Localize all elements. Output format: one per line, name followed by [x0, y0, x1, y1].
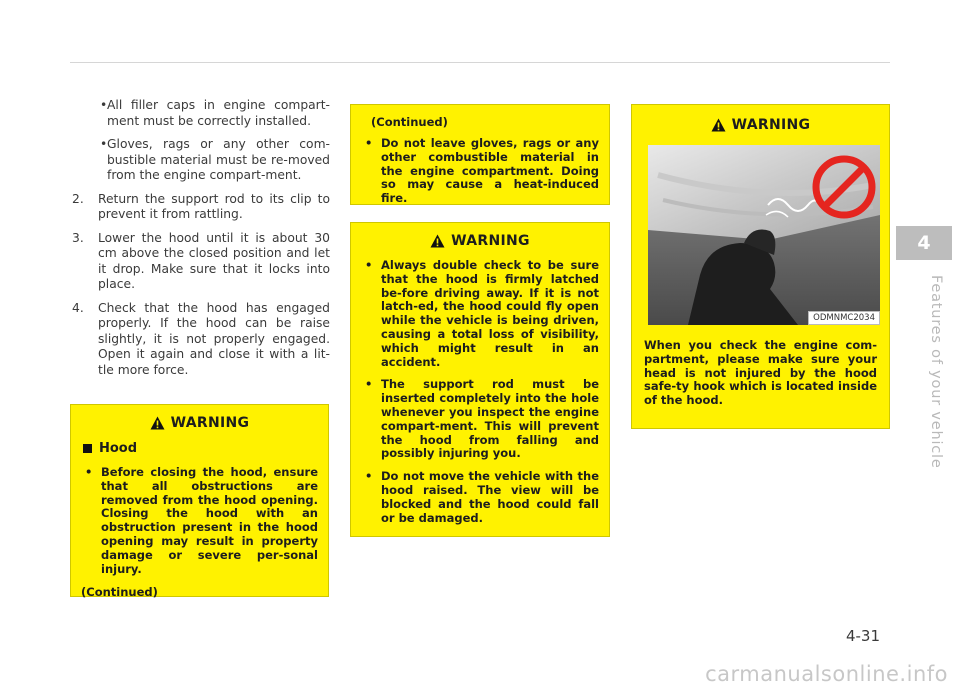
square-bullet-icon [83, 444, 92, 453]
warning-header: WARNING [642, 117, 879, 133]
watermark: carmanualsonline.info [705, 662, 948, 686]
figure-code: ODMNMC2034 [808, 311, 880, 325]
chapter-tab[interactable]: 4 [896, 226, 952, 260]
warning-bullet: • Do not leave gloves, rags or any other combustible material in the engine compartment. Doing so may cause a heat-induced fire. [365, 136, 599, 206]
warning-triangle-icon [150, 416, 165, 430]
hood-safety-illustration [648, 145, 880, 325]
sub-bullet: • Gloves, rags or any other com-bustible material must be re-moved from the engine compart-ment. [100, 137, 330, 182]
warning-bullet: • Always double check to be sure that the hood is firmly latched be-fore driving away. If it is not latch-ed, the hood could fly open while the vehicle is being driven, causing a total loss of visibility, which might result in an accident. [365, 258, 599, 369]
warning-subheading: Hood [83, 441, 318, 456]
sub-bullet: • All filler caps in engine compart-ment must be correctly installed. [100, 98, 330, 128]
hood-head-illustration [648, 145, 880, 325]
page-number: 4-31 [845, 627, 880, 645]
warning-bullet: • The support rod must be inserted completely into the hole whenever you inspect the engine compart-ment. This will prevent the hood from falling and possibly injuring you. [365, 377, 599, 461]
warning-bullet: • Before closing the hood, ensure that all obstructions are removed from the hood opening. Closing the hood with an obstruction present in the hood opening may result in property damage or severe per-sonal injury. [85, 465, 318, 576]
continued-label: (Continued) [81, 585, 158, 600]
chapter-title: Features of your vehicle [928, 275, 944, 469]
warning-header: WARNING [81, 415, 318, 431]
warning-box-continued [350, 104, 610, 205]
warning-box-hood [70, 404, 329, 600]
warning-triangle-icon [711, 118, 726, 132]
warning-box-safety-hook [631, 104, 890, 429]
warning-header: WARNING [361, 233, 599, 249]
warning-paragraph: When you check the engine com-partment, please make sure your head is not injured by the hood safe-ty hook which is located inside of the hood. [644, 338, 877, 408]
continued-label: (Continued) [371, 115, 448, 129]
top-divider [70, 62, 890, 63]
step-item: 4. Check that the hood has engaged properly. If the hood can be raise slightly, it is not properly engaged. Open it again and close it with a lit-tle more force. [72, 300, 330, 377]
warning-box-support-rod [350, 222, 610, 537]
warning-bullet: • Do not move the vehicle with the hood raised. The view will be blocked and the hood could fall or be damaged. [365, 469, 599, 525]
step-item: 2. Return the support rod to its clip to prevent it from rattling. [72, 191, 330, 221]
step-item: 3. Lower the hood until it is about 30 cm above the closed position and let it drop. Make sure that it locks into place. [72, 230, 330, 291]
warning-triangle-icon [430, 234, 445, 248]
left-column [72, 98, 330, 386]
